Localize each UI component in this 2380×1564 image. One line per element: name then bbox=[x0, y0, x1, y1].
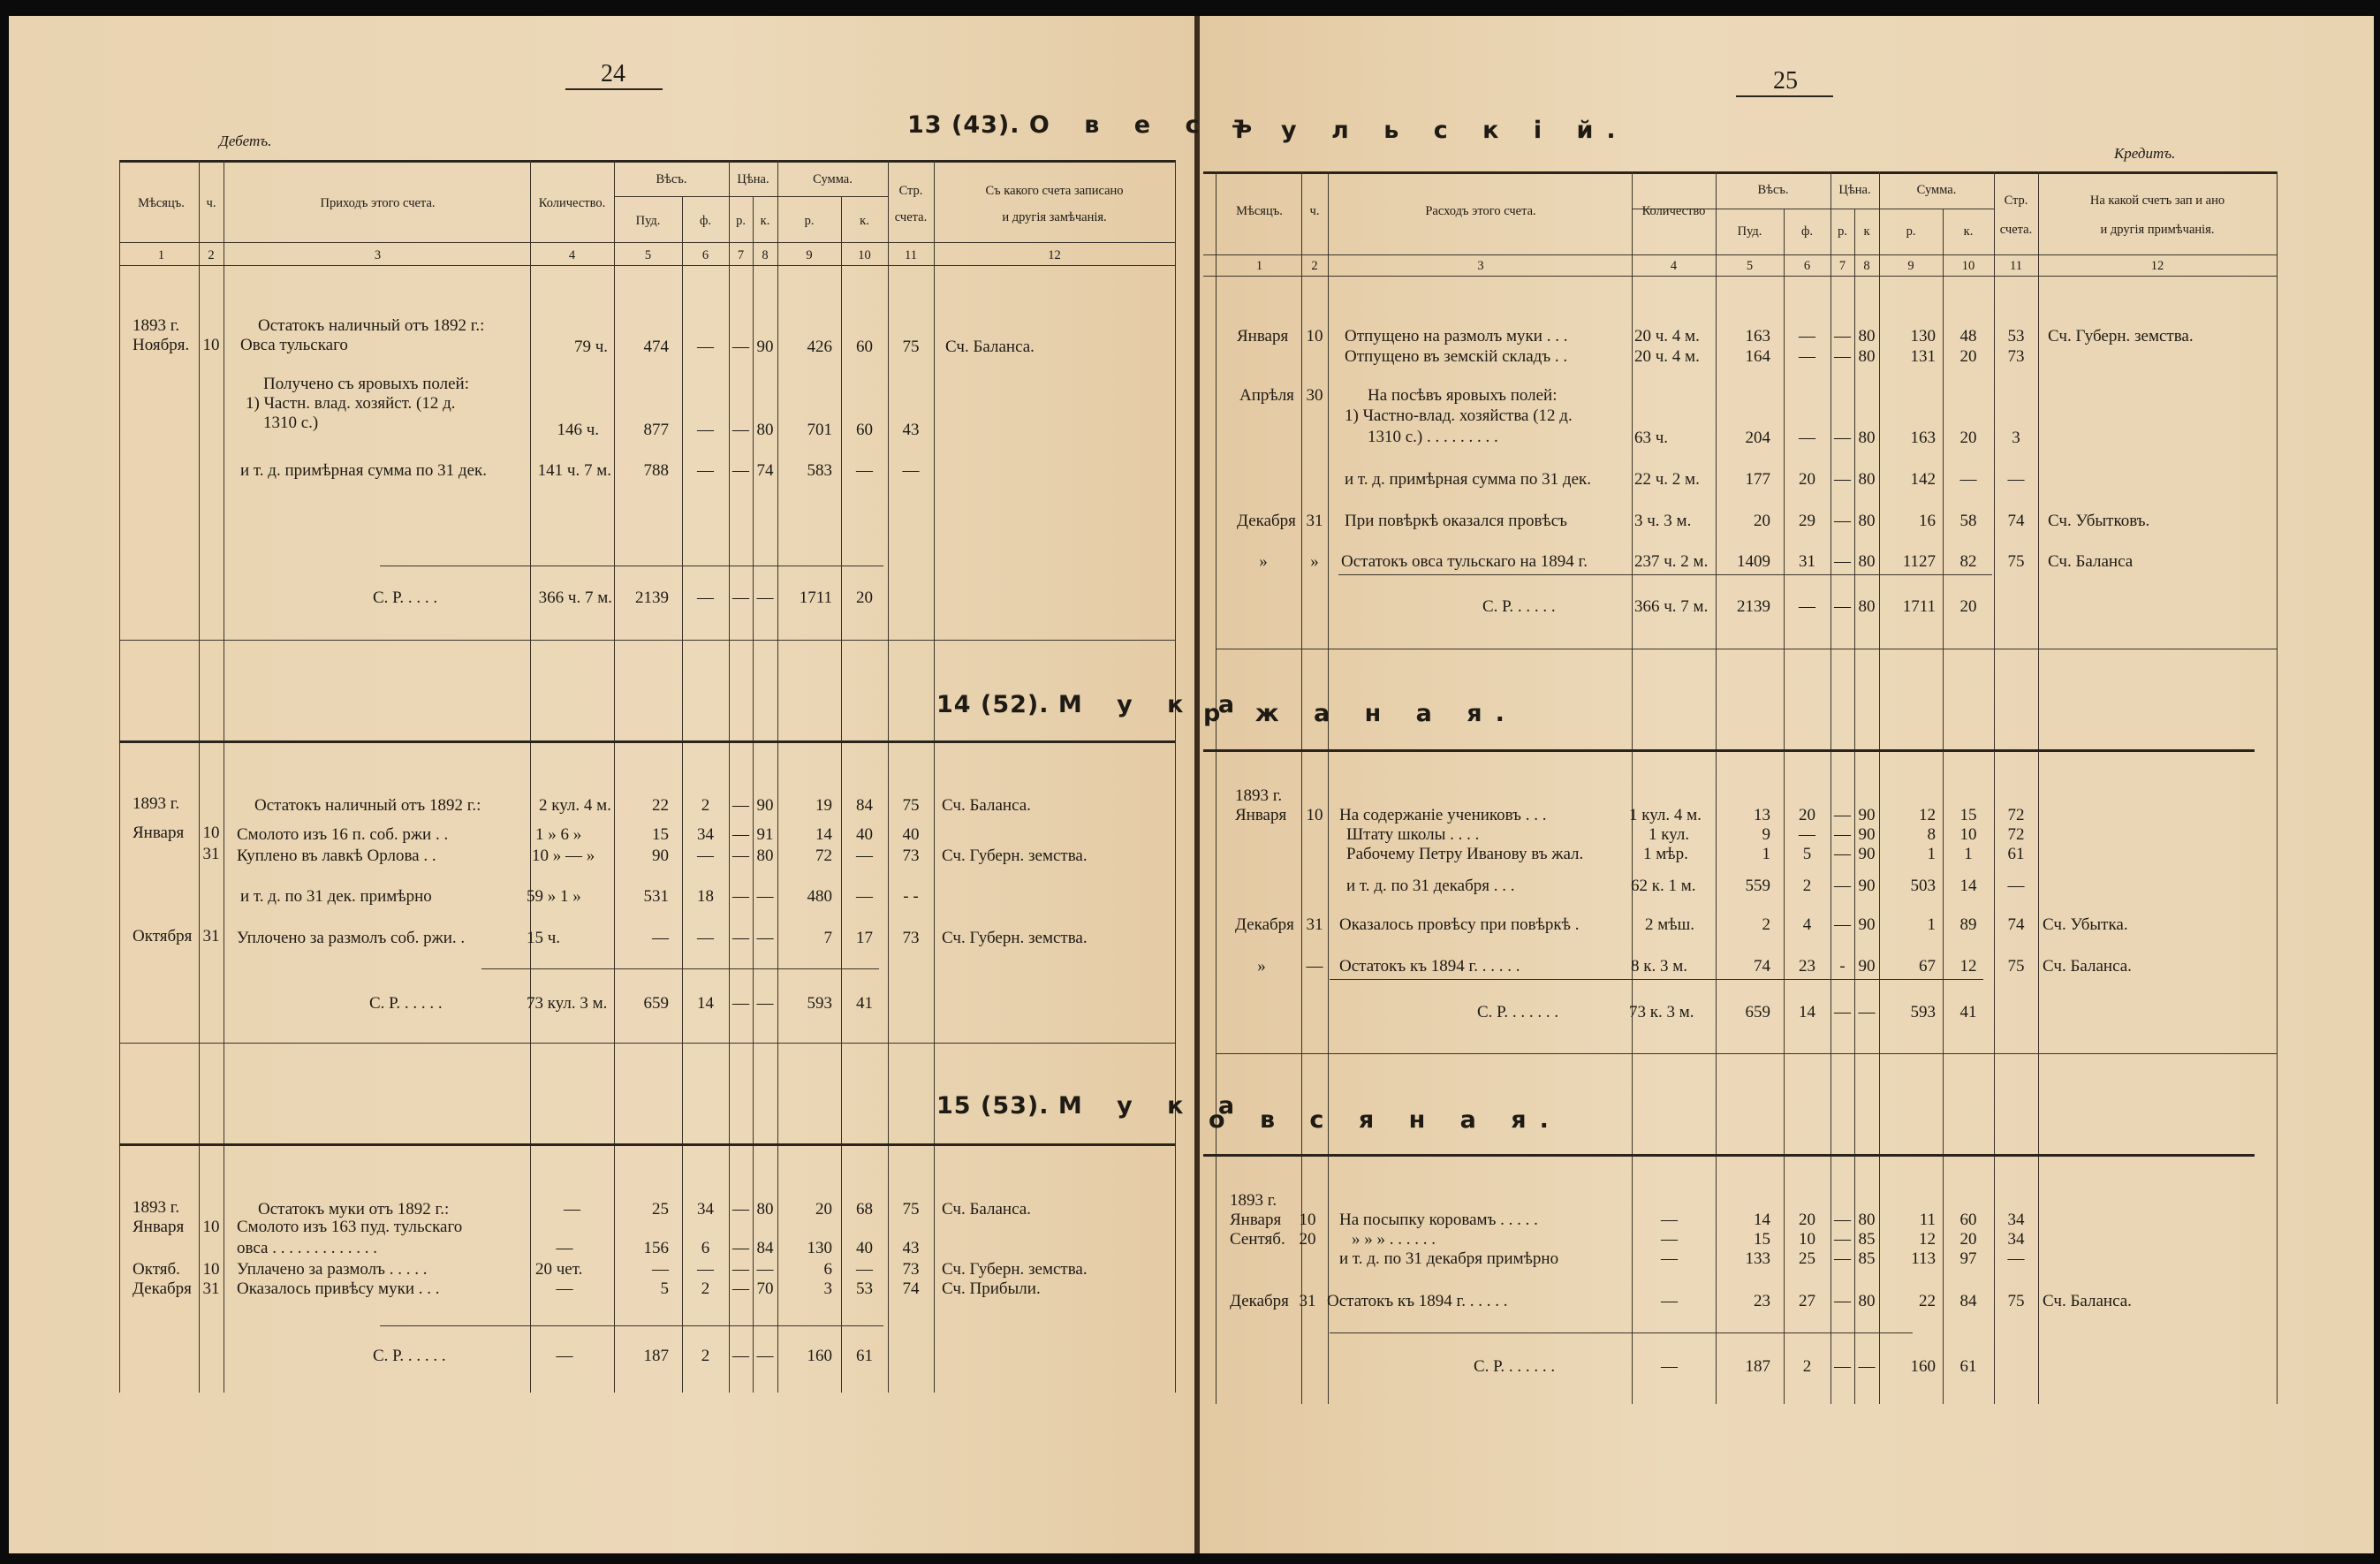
section-13-title-left: 13 (43). О в е с ъ bbox=[907, 111, 1266, 139]
section-14-right-rule bbox=[1203, 749, 2255, 752]
col-qty-header: Количество. bbox=[538, 196, 606, 210]
section-15-title-left: 15 (53). М у к а bbox=[936, 1092, 1248, 1120]
col-sum-r-header: р. bbox=[804, 214, 815, 228]
col-price-r-header: р. bbox=[736, 214, 746, 228]
section-15-left-rule bbox=[119, 1143, 1175, 1146]
section-14-left-rule bbox=[119, 740, 1175, 743]
col-price-k-header: к. bbox=[760, 214, 770, 228]
col-f-header: ф. bbox=[699, 214, 712, 228]
kredit-label: Кредитъ. bbox=[2114, 145, 2176, 162]
section-14-left-bottom bbox=[119, 1043, 1175, 1044]
col-expense-header: Расходъ этого счета. bbox=[1425, 204, 1536, 218]
book-spine bbox=[1194, 16, 1200, 1553]
section-14-right-bottom bbox=[1216, 1053, 2277, 1054]
col-page-header-2: счета. bbox=[894, 210, 928, 224]
col-price-header: Цѣна. bbox=[737, 172, 769, 186]
page-number-rule-left bbox=[565, 88, 663, 90]
col-from-header-2: и другія замѣчанія. bbox=[1002, 210, 1107, 224]
col-weight-header: Вѣсъ. bbox=[656, 172, 687, 186]
col-qty-header-right: Количество bbox=[1641, 204, 1706, 218]
page-number-left: 24 bbox=[601, 60, 625, 87]
page-number-right: 25 bbox=[1773, 67, 1798, 95]
col-sum-header: Сумма. bbox=[813, 172, 853, 186]
section-13-title-right: т у л ь с к і й. bbox=[1232, 117, 1629, 144]
section-14-title-right: р ж а н а я. bbox=[1203, 700, 1518, 727]
debet-label: Дебетъ. bbox=[219, 133, 272, 149]
col-month-header: Мѣсяцъ. bbox=[138, 196, 185, 210]
col-month-header-right: Мѣсяцъ. bbox=[1236, 204, 1283, 218]
col-page-header-1: Стр. bbox=[898, 184, 923, 198]
section-15-right-rule bbox=[1203, 1154, 2255, 1157]
section-13-left-bottom bbox=[119, 640, 1175, 641]
col-weight-header-right: Вѣсъ. bbox=[1757, 183, 1789, 197]
right-page bbox=[1199, 16, 2374, 1553]
page-number-rule-right bbox=[1736, 95, 1833, 97]
col-from-header-1: Съ какого счета записано bbox=[985, 184, 1124, 198]
col-day-header-right: ч. bbox=[1309, 204, 1320, 218]
col-income-header: Приходъ этого счета. bbox=[320, 196, 436, 210]
col-day-header: ч. bbox=[206, 196, 216, 210]
section-15-title-right: о в с я н а я. bbox=[1209, 1106, 1562, 1134]
col-sum-k-header: к. bbox=[860, 214, 869, 228]
section-14-title-left: 14 (52). М у к а bbox=[936, 691, 1248, 718]
left-page bbox=[9, 16, 1197, 1553]
col-pud-header: Пуд. bbox=[635, 214, 661, 228]
